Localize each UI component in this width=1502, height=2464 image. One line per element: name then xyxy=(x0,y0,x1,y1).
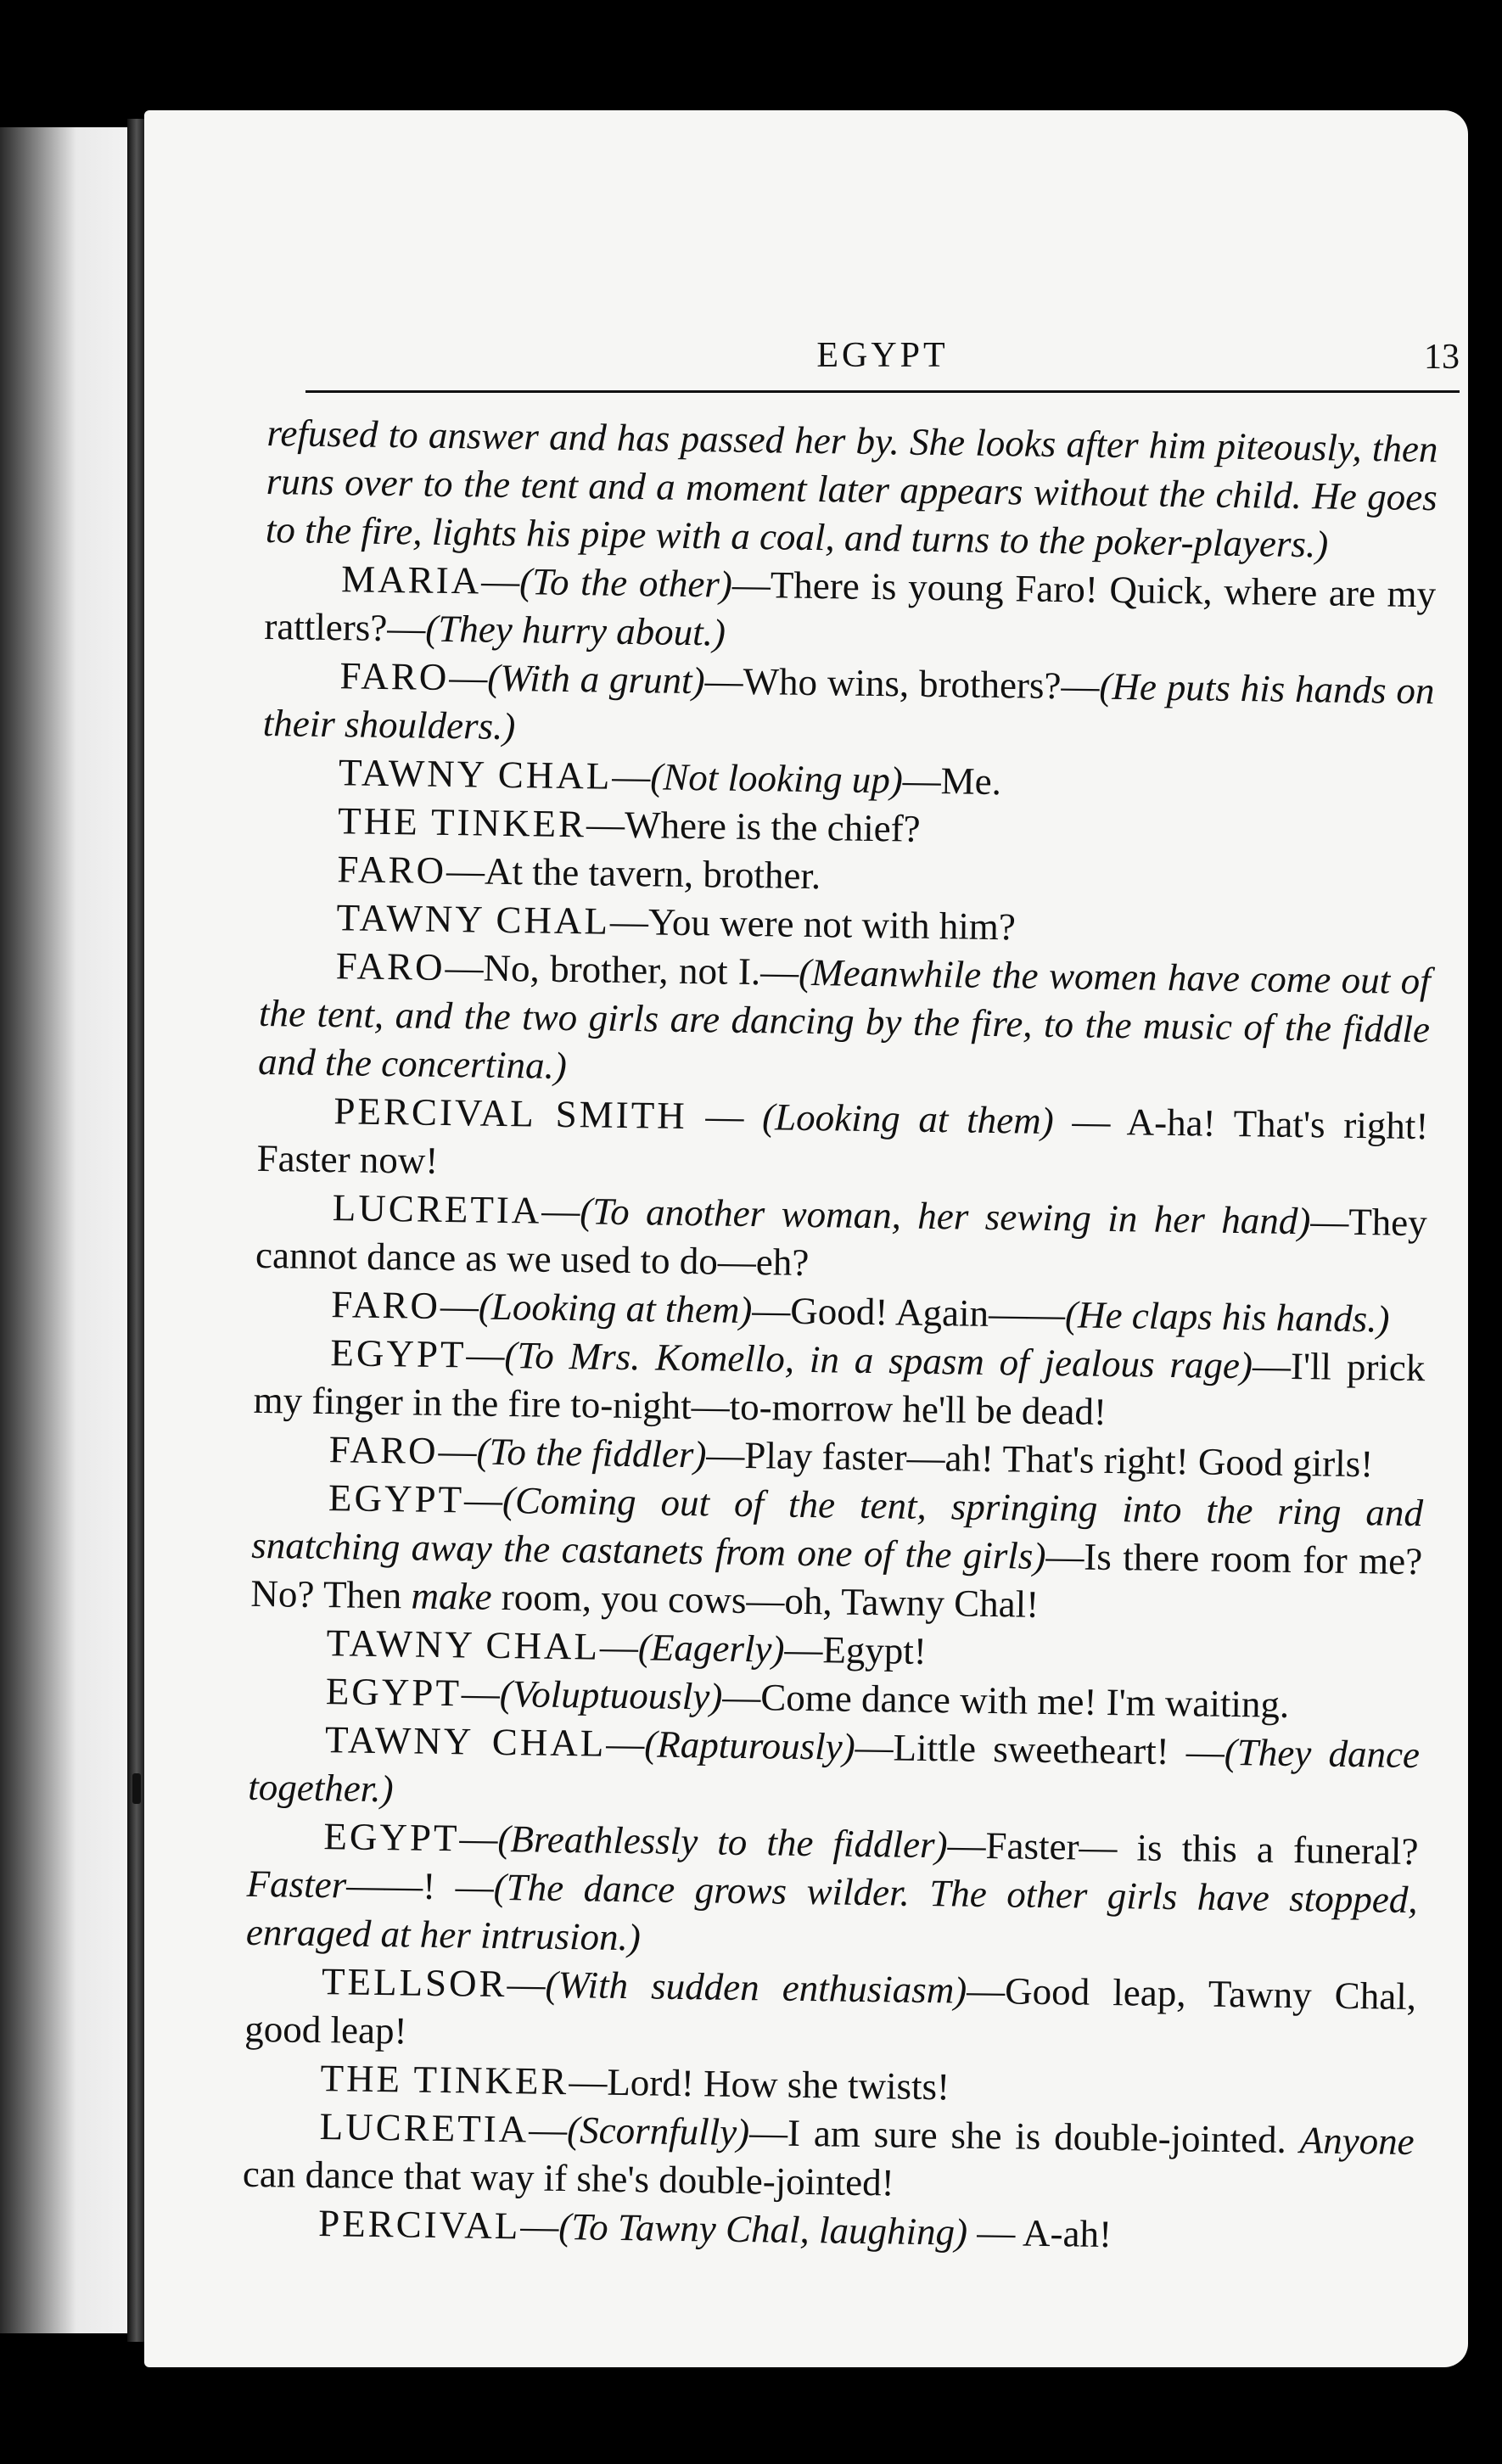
speaker-name: FARO xyxy=(335,944,446,988)
dialogue-text: —At the tavern, brother. xyxy=(446,849,821,898)
dialogue-paragraph xyxy=(255,1183,1427,1296)
dialogue-text: — xyxy=(528,2108,568,2152)
dialogue-text: — xyxy=(611,754,651,798)
dialogue-text: —There is young Faro! Quick, where are my rattlers?— xyxy=(264,563,1437,650)
dialogue-text: —Good leap, Tawny Chal, good leap! xyxy=(244,1968,1417,2052)
dialogue-text: —Who wins, brothers?— xyxy=(704,659,1100,708)
stage-direction: (He puts his hands on their shoulders.) xyxy=(262,664,1435,748)
book-gutter xyxy=(127,119,146,2342)
dialogue-text: —I am sure she is double-jointed. xyxy=(748,2111,1301,2162)
dialogue-text: —Play faster—ah! That's right! Good girls! xyxy=(706,1433,1374,1486)
dialogue-paragraph xyxy=(262,651,1434,764)
speaker-name: LUCRETIA xyxy=(332,1186,542,1232)
speaker-name: EGYPT xyxy=(325,1670,462,1715)
stage-direction: (Meanwhile the women have come out of the tent, and the two girls are dancing by the fire, to the music of the fiddle and the concertina.) xyxy=(257,950,1432,1087)
dialogue-text: — A-ah! xyxy=(967,2210,1112,2256)
dialogue-paragraph xyxy=(244,1957,1416,2069)
dialogue-text: — A-ha! That's right! Faster now! xyxy=(256,1100,1429,1182)
stage-direction: (To the fiddler) xyxy=(476,1430,707,1476)
dialogue-text: —Lord! How she twists! xyxy=(569,2060,950,2108)
dialogue-text: — xyxy=(599,1625,639,1669)
dialogue-text: —Little sweetheart! — xyxy=(855,1725,1225,1773)
binding-hole-mark xyxy=(132,1773,141,1804)
dialogue-text: — xyxy=(440,1284,479,1328)
dialogue-text: — xyxy=(606,1722,645,1766)
stage-direction: (The dance grows wilder. The other girls have stopped, enraged at her intrusion.) xyxy=(245,1865,1418,1959)
stage-direction: (They hurry about.) xyxy=(424,607,726,654)
stage-direction: (To Mrs. Komello, in a spasm of jealous rage) xyxy=(504,1334,1253,1387)
dialogue-text: —You were not with him? xyxy=(609,899,1017,949)
dialogue-paragraph xyxy=(248,1715,1420,1828)
dialogue-text: — xyxy=(507,1963,546,2006)
dialogue-paragraph xyxy=(246,1812,1419,1973)
dialogue-text: — xyxy=(459,1817,498,1860)
speaker-name: MARIA xyxy=(340,557,482,602)
stage-direction: (They dance together.) xyxy=(247,1730,1421,1811)
facing-page-edge xyxy=(0,127,127,2333)
speaker-name: FARO xyxy=(328,1428,439,1472)
dialogue-text: —Egypt! xyxy=(784,1627,928,1672)
speaker-name: EGYPT xyxy=(330,1331,467,1376)
stage-direction: (With sudden enthusiasm) xyxy=(545,1963,967,2012)
stage-direction: (Rapturously) xyxy=(644,1722,855,1768)
dialogue-text: — xyxy=(687,1094,763,1139)
dialogue-paragraph xyxy=(250,1473,1423,1634)
dialogue-text: —Where is the chief? xyxy=(586,803,921,850)
page-number: 13 xyxy=(1424,338,1460,377)
stage-direction: (Breathlessly to the fiddler) xyxy=(497,1817,948,1867)
speaker-name: LUCRETIA xyxy=(319,2105,530,2151)
stage-direction: (To the other) xyxy=(518,560,733,606)
dialogue-text: —They cannot dance as we used to do—eh? xyxy=(255,1200,1428,1285)
stage-direction-paragraph xyxy=(266,409,1438,570)
dialogue-paragraph xyxy=(264,554,1436,667)
dialogue-text: —No, brother, not I.— xyxy=(445,945,799,994)
stage-direction: (To another woman, her sewing in her hand) xyxy=(579,1190,1311,1243)
stage-direction: Faster xyxy=(246,1862,347,1907)
stage-direction: Anyone xyxy=(1299,2119,1415,2164)
stage-direction: (With a grunt) xyxy=(486,656,705,703)
speaker-name: FARO xyxy=(339,654,450,699)
dialogue-text: —Faster— is this a funeral? xyxy=(947,1823,1419,1873)
dialogue-paragraph xyxy=(258,941,1431,1102)
speaker-name: TAWNY CHAL xyxy=(326,1621,601,1668)
speaker-name: THE TINKER xyxy=(337,799,587,846)
dialogue-text: — xyxy=(520,2204,559,2248)
dialogue-paragraph xyxy=(253,1328,1425,1441)
speaker-name: EGYPT xyxy=(328,1476,465,1521)
stage-direction: refused to answer and has passed her by. She looks after him piteously, then runs over to the tent and a moment later appears without the child. He goes to the fire, lights his pipe with a coal, and turns to the poker-players.) xyxy=(265,411,1438,566)
stage-direction: (Eagerly) xyxy=(637,1626,785,1671)
dialogue-text: — xyxy=(448,656,488,699)
dialogue-text: —I'll prick my finger in the fire to-night—to-morrow he'll be dead! xyxy=(253,1344,1426,1433)
speaker-name: TELLSOR xyxy=(321,1960,507,2006)
dialogue-text: —Is there room for me? No? Then xyxy=(250,1534,1423,1617)
speaker-name: EGYPT xyxy=(323,1815,460,1860)
play-text xyxy=(242,409,1438,2263)
stage-direction: (Looking at them) xyxy=(478,1285,753,1332)
page-header xyxy=(305,327,1460,386)
dialogue-text: ——! — xyxy=(345,1863,495,1908)
dialogue-paragraph xyxy=(256,1086,1428,1199)
running-title: EGYPT xyxy=(816,336,949,375)
stage-direction: (To Tawny Chal, laughing) xyxy=(558,2205,968,2254)
dialogue-text: can dance that way if she's double-jointed! xyxy=(242,2152,895,2204)
book-page xyxy=(144,110,1468,2367)
dialogue-text: — xyxy=(461,1672,501,1715)
speaker-name: TAWNY CHAL xyxy=(336,896,611,943)
header-rule xyxy=(305,390,1460,393)
stage-direction: (Voluptuously) xyxy=(499,1672,723,1718)
speaker-name: FARO xyxy=(330,1283,441,1327)
dialogue-text: — xyxy=(480,559,520,603)
speaker-name: TAWNY CHAL xyxy=(338,751,613,798)
speaker-name: PERCIVAL SMITH xyxy=(333,1089,688,1137)
speaker-name: FARO xyxy=(337,848,447,892)
dialogue-text: room, you cows—oh, Tawny Chal! xyxy=(491,1575,1040,1626)
stage-direction: (Looking at them) xyxy=(761,1095,1055,1143)
dialogue-text: —Come dance with me! I'm waiting. xyxy=(721,1675,1290,1726)
dialogue-text: — xyxy=(438,1429,477,1473)
speaker-name: PERCIVAL xyxy=(317,2202,521,2248)
dialogue-paragraph xyxy=(243,2102,1415,2215)
stage-direction: (He claps his hands.) xyxy=(1064,1293,1390,1341)
dialogue-text: — xyxy=(541,1189,580,1233)
speaker-name: THE TINKER xyxy=(320,2057,569,2103)
speaker-name: TAWNY CHAL xyxy=(324,1718,607,1765)
stage-direction: (Coming out of the tent, springing into the ring and snatching away the castanets from one of the girls) xyxy=(250,1478,1424,1577)
dialogue-text: —Good! Again—— xyxy=(752,1289,1066,1336)
dialogue-text: —Me. xyxy=(902,759,1002,804)
stage-direction: make xyxy=(411,1574,492,1618)
stage-direction: (Scornfully) xyxy=(566,2108,750,2154)
stage-direction: (Not looking up) xyxy=(649,755,904,802)
dialogue-text: — xyxy=(463,1478,503,1521)
dialogue-text: — xyxy=(466,1333,505,1377)
